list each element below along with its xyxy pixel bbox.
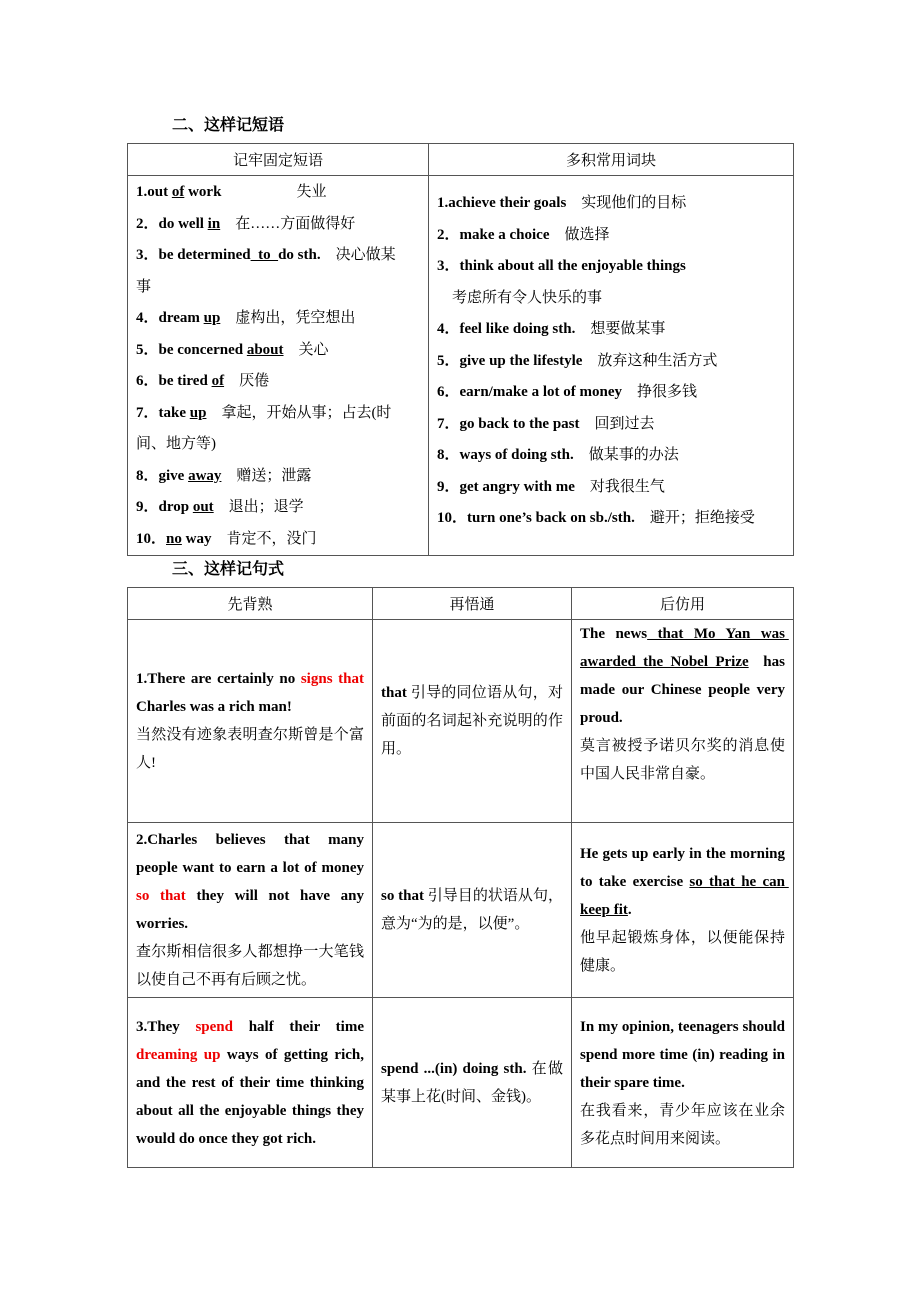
english-text (224, 373, 239, 389)
phrase-item (136, 209, 420, 241)
example-sentence-cell (128, 620, 373, 823)
phrase-item (136, 461, 420, 493)
chinese-text: 引导的同位语从句，对前面的名词起补充说明的作用。 (381, 685, 563, 757)
english-text: 8．give (136, 467, 189, 484)
english-text: 1.achieve their goals (437, 195, 582, 211)
example-sentence-cell (128, 823, 373, 998)
english-text (220, 310, 235, 326)
english-text: 9．get angry with me (437, 478, 590, 495)
english-text (220, 216, 235, 232)
phrase-item (437, 440, 785, 472)
chinese-text: 做某事的办法 (588, 447, 679, 463)
chinese-text: 实现他们的目标 (581, 195, 687, 211)
english-text: 7．go back to the past (437, 415, 595, 432)
underlined-text: about (246, 341, 284, 358)
section-2-heading: 二、这样记短语 (172, 117, 285, 134)
english-text: 5．give up the lifestyle (437, 352, 598, 369)
phrase-item (136, 240, 420, 272)
chinese-text: 虚构出，凭空想出 (235, 310, 356, 326)
english-text: The news (580, 626, 648, 642)
section-3-heading: 三、这样记句式 (172, 561, 285, 578)
imitation-cell (572, 823, 794, 998)
chinese-text: 他早起锻炼身体，以便能保持健康。 (580, 930, 785, 974)
chinese-text: 赠送；泄露 (236, 467, 312, 484)
chinese-text: 关心 (298, 341, 329, 358)
english-text: that (381, 685, 411, 701)
english-text: 6．be tired (136, 373, 212, 389)
col-header-common-chunks: 多积常用词块 (429, 144, 794, 176)
chinese-text: 做选择 (564, 226, 610, 243)
underlined-text: so that he can keep fit (580, 874, 789, 918)
phrase-item (437, 283, 785, 315)
underlined-text: up (189, 404, 207, 421)
imitation-cell (572, 620, 794, 823)
chinese-text: 退出；退学 (228, 499, 304, 515)
english-text: so that (381, 888, 428, 904)
chinese-text: 在我看来，青少年应该在业余多花点时间用来阅读。 (580, 1102, 785, 1147)
phrase-item (437, 503, 785, 535)
underlined-text: of (171, 184, 185, 200)
english-text: In my opinion, teenagers should spend more time (in) reading in their spare time. (580, 1018, 789, 1091)
chinese-text: 肯定不，没门 (226, 530, 317, 547)
phrase-item (437, 251, 785, 283)
english-text: 10． (136, 530, 167, 547)
english-text: 2.Charles believes that many people want to earn a lot of money (136, 832, 368, 876)
underlined-text: no (166, 530, 182, 547)
chinese-text: 厌倦 (239, 373, 270, 389)
chinese-text: 避开；拒绝接受 (649, 510, 755, 526)
highlighted-keyword: spend (195, 1018, 233, 1035)
phrase-item (136, 524, 420, 556)
chinese-text: 失业 (296, 184, 327, 200)
english-text: 2．make a choice (437, 226, 565, 243)
english-text: ways of getting rich, and the rest of their time thinking about all the enjoyable things they would do once they got rich. (136, 1046, 368, 1147)
english-text: 2．do well (136, 215, 208, 232)
english-text: 4．feel like doing sth. (437, 321, 591, 337)
phrase-item (437, 409, 785, 441)
highlighted-keyword: so that (136, 888, 186, 904)
phrase-item (437, 346, 785, 378)
explanation-cell (373, 998, 572, 1168)
underlined-text: in (207, 215, 221, 232)
english-text: 1.There are certainly no (136, 671, 301, 687)
col-header-fixed-phrases: 记牢固定短语 (128, 144, 429, 176)
english-text: 5．be concerned (136, 341, 247, 358)
underlined-text: to (250, 247, 279, 263)
phrase-item (136, 177, 420, 209)
english-text: work (184, 184, 297, 200)
phrase-item (437, 472, 785, 504)
table-row (128, 823, 794, 998)
chinese-text: 对我很生气 (589, 478, 665, 495)
english-text: has made our Chinese people very proud. (580, 654, 789, 726)
underlined-text: that Mo Yan was awarded the Nobel Prize (580, 626, 789, 670)
english-text: 3．be determined (136, 247, 251, 263)
english-text: 6．earn/make a lot of money (437, 384, 637, 400)
chinese-text: 想要做某事 (590, 321, 666, 337)
english-text: He gets up early in the morning to take exercise (580, 846, 789, 890)
english-text: spend ...(in) doing sth. (381, 1060, 532, 1077)
english-text (221, 468, 236, 484)
phrase-item (136, 272, 420, 304)
fixed-phrases-list (128, 176, 429, 556)
chinese-text: 间、地方等) (136, 436, 216, 452)
chinese-text: 事 (136, 278, 152, 295)
chinese-text: 在做某事上花(时间、金钱)。 (381, 1060, 563, 1105)
example-sentence-cell (128, 998, 373, 1168)
table-row (128, 998, 794, 1168)
phrase-item (437, 188, 785, 220)
chinese-text: 在……方面做得好 (235, 215, 356, 232)
chinese-text: 莫言被授予诺贝尔奖的消息使中国人民非常自豪。 (580, 738, 785, 782)
english-text: half their time (233, 1018, 368, 1035)
underlined-text: out (192, 499, 214, 515)
phrases-table (127, 143, 794, 556)
english-text: way (181, 530, 227, 547)
phrase-item (437, 377, 785, 409)
english-text: they will not have any worries. (136, 888, 368, 932)
chinese-text: 挣很多钱 (636, 384, 697, 400)
english-text (214, 499, 229, 515)
imitation-cell (572, 998, 794, 1168)
english-text: Charles was a rich man! (136, 671, 368, 715)
english-text: 8．ways of doing sth. (437, 447, 589, 463)
col-header-understand: 再悟通 (373, 588, 572, 620)
chinese-text: 拿起，开始从事；占去(时 (221, 404, 392, 421)
english-text: 9．drop (136, 499, 193, 515)
underlined-text: up (203, 310, 221, 326)
english-text: do sth. (278, 247, 336, 263)
english-text (284, 342, 299, 358)
phrase-item (437, 220, 785, 252)
chinese-text: 引导目的状语从句，意为“为的是，以便”。 (381, 888, 563, 932)
phrase-item (136, 429, 420, 461)
chinese-text: 考虑所有令人快乐的事 (452, 289, 603, 306)
phrase-item (136, 398, 420, 430)
english-text: 3．think about all the enjoyable things (437, 258, 686, 274)
col-header-imitate: 后仿用 (572, 588, 794, 620)
explanation-cell (373, 620, 572, 823)
english-text: 3.They (136, 1018, 196, 1035)
chinese-text: 放弃这种生活方式 (597, 352, 718, 369)
explanation-cell (373, 823, 572, 998)
phrase-item (136, 335, 420, 367)
col-header-memorize: 先背熟 (128, 588, 373, 620)
chinese-text: 决心做某 (335, 247, 396, 263)
common-chunks-list (429, 176, 794, 556)
english-text: 4．dream (136, 310, 204, 326)
chinese-text: 回到过去 (594, 415, 655, 432)
underlined-text: away (188, 467, 222, 484)
underlined-text: of (211, 373, 225, 389)
table-row (128, 620, 794, 823)
chinese-text: 查尔斯相信很多人都想挣一大笔钱以使自己不再有后顾之忧。 (136, 944, 364, 988)
highlighted-keyword: signs that (300, 671, 364, 687)
chinese-text: 当然没有迹象表明查尔斯曾是个富人! (136, 727, 364, 771)
english-text (437, 290, 452, 306)
phrase-item (136, 303, 420, 335)
highlighted-keyword: dreaming up (136, 1046, 221, 1063)
phrase-item (136, 366, 420, 398)
english-text: 1.out (136, 184, 172, 200)
english-text: 10．turn one’s back on sb./sth. (437, 510, 650, 526)
phrase-item (437, 314, 785, 346)
english-text: 7．take (136, 404, 190, 421)
english-text (206, 405, 221, 421)
phrase-item (136, 492, 420, 524)
sentence-patterns-table (127, 587, 794, 1168)
english-text: . (627, 902, 632, 918)
